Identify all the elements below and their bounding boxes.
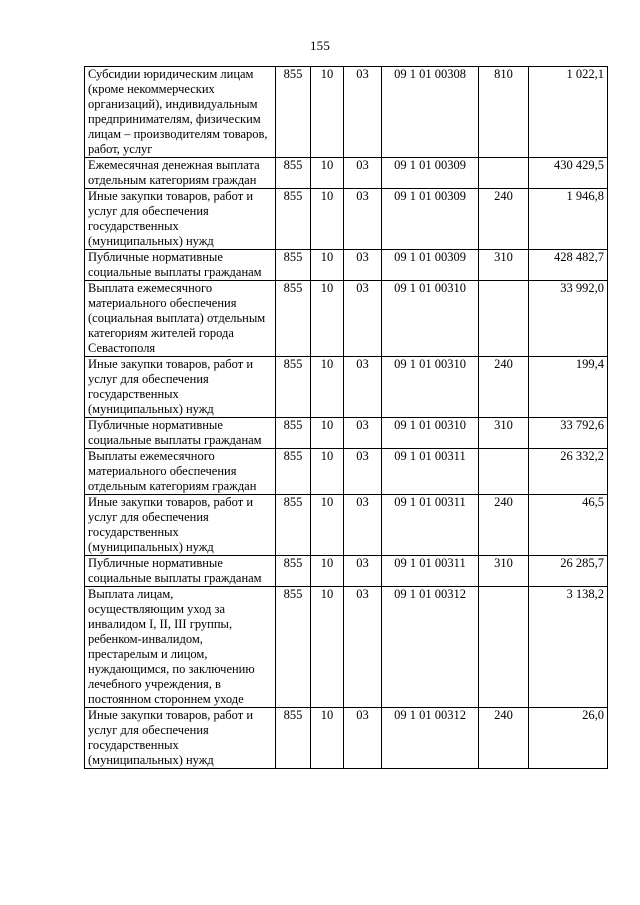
ministry-code-cell: 855: [276, 158, 311, 189]
expense-type-cell: 240: [479, 495, 529, 556]
target-article-cell: 09 1 01 00310: [382, 281, 479, 357]
ministry-code-cell: 855: [276, 250, 311, 281]
table-row: [85, 158, 608, 189]
table-row: [85, 67, 608, 158]
ministry-code-cell: 855: [276, 495, 311, 556]
section-code-cell: 10: [311, 281, 344, 357]
ministry-code-cell: 855: [276, 357, 311, 418]
section-code-cell: 10: [311, 556, 344, 587]
item-name-cell: Публичные нормативные социальные выплаты гражданам: [85, 418, 276, 449]
amount-cell: 26,0: [529, 708, 608, 769]
target-article-cell: 09 1 01 00312: [382, 587, 479, 708]
table-row: [85, 250, 608, 281]
expense-type-cell: [479, 587, 529, 708]
section-code-cell: 10: [311, 158, 344, 189]
expense-type-cell: [479, 158, 529, 189]
item-name-cell: Иные закупки товаров, работ и услуг для обеспечения государственных (муниципальных) нужд: [85, 495, 276, 556]
table-row: [85, 281, 608, 357]
amount-cell: 26 285,7: [529, 556, 608, 587]
item-name-cell: Иные закупки товаров, работ и услуг для обеспечения государственных (муниципальных) нужд: [85, 357, 276, 418]
target-article-cell: 09 1 01 00312: [382, 708, 479, 769]
amount-cell: 33 992,0: [529, 281, 608, 357]
target-article-cell: 09 1 01 00309: [382, 158, 479, 189]
ministry-code-cell: 855: [276, 281, 311, 357]
amount-cell: 428 482,7: [529, 250, 608, 281]
subsection-code-cell: 03: [344, 587, 382, 708]
section-code-cell: 10: [311, 250, 344, 281]
amount-cell: 3 138,2: [529, 587, 608, 708]
subsection-code-cell: 03: [344, 556, 382, 587]
item-name-cell: Публичные нормативные социальные выплаты гражданам: [85, 556, 276, 587]
subsection-code-cell: 03: [344, 158, 382, 189]
budget-table: [84, 66, 608, 769]
item-name-cell: Иные закупки товаров, работ и услуг для обеспечения государственных (муниципальных) нужд: [85, 189, 276, 250]
section-code-cell: 10: [311, 418, 344, 449]
target-article-cell: 09 1 01 00311: [382, 556, 479, 587]
expense-type-cell: 310: [479, 418, 529, 449]
expense-type-cell: 810: [479, 67, 529, 158]
amount-cell: 46,5: [529, 495, 608, 556]
subsection-code-cell: 03: [344, 495, 382, 556]
subsection-code-cell: 03: [344, 67, 382, 158]
expense-type-cell: 240: [479, 189, 529, 250]
page-number: 155: [309, 38, 331, 53]
amount-cell: 430 429,5: [529, 158, 608, 189]
target-article-cell: 09 1 01 00311: [382, 495, 479, 556]
item-name-cell: Публичные нормативные социальные выплаты гражданам: [85, 250, 276, 281]
amount-cell: 1 946,8: [529, 189, 608, 250]
amount-cell: 26 332,2: [529, 449, 608, 495]
table-row: [85, 556, 608, 587]
subsection-code-cell: 03: [344, 449, 382, 495]
ministry-code-cell: 855: [276, 67, 311, 158]
table-row: [85, 708, 608, 769]
item-name-cell: Субсидии юридическим лицам (кроме некоммерческих организаций), индивидуальным предпринимателям, физическим лицам – производителям товаров, работ, услуг: [85, 67, 276, 158]
section-code-cell: 10: [311, 189, 344, 250]
expense-type-cell: 240: [479, 357, 529, 418]
section-code-cell: 10: [311, 587, 344, 708]
target-article-cell: 09 1 01 00309: [382, 189, 479, 250]
section-code-cell: 10: [311, 357, 344, 418]
target-article-cell: 09 1 01 00310: [382, 357, 479, 418]
expense-type-cell: 310: [479, 556, 529, 587]
subsection-code-cell: 03: [344, 418, 382, 449]
ministry-code-cell: 855: [276, 449, 311, 495]
item-name-cell: Ежемесячная денежная выплата отдельным категориям граждан: [85, 158, 276, 189]
section-code-cell: 10: [311, 708, 344, 769]
expense-type-cell: 310: [479, 250, 529, 281]
item-name-cell: Выплаты ежемесячного материального обеспечения отдельным категориям граждан: [85, 449, 276, 495]
section-code-cell: 10: [311, 449, 344, 495]
section-code-cell: 10: [311, 495, 344, 556]
amount-cell: 33 792,6: [529, 418, 608, 449]
subsection-code-cell: 03: [344, 708, 382, 769]
subsection-code-cell: 03: [344, 250, 382, 281]
ministry-code-cell: 855: [276, 556, 311, 587]
ministry-code-cell: 855: [276, 189, 311, 250]
amount-cell: 199,4: [529, 357, 608, 418]
ministry-code-cell: 855: [276, 418, 311, 449]
ministry-code-cell: 855: [276, 587, 311, 708]
section-code-cell: 10: [311, 67, 344, 158]
table-row: [85, 418, 608, 449]
expense-type-cell: [479, 281, 529, 357]
amount-cell: 1 022,1: [529, 67, 608, 158]
table-row: [85, 357, 608, 418]
subsection-code-cell: 03: [344, 189, 382, 250]
table-row: [85, 449, 608, 495]
item-name-cell: Выплата ежемесячного материального обеспечения (социальная выплата) отдельным категориям жителей города Севастополя: [85, 281, 276, 357]
target-article-cell: 09 1 01 00310: [382, 418, 479, 449]
subsection-code-cell: 03: [344, 357, 382, 418]
subsection-code-cell: 03: [344, 281, 382, 357]
target-article-cell: 09 1 01 00308: [382, 67, 479, 158]
table-row: [85, 495, 608, 556]
item-name-cell: Выплата лицам, осуществляющим уход за инвалидом I, II, III группы, ребенком-инвалидом, престарелым и лицом, нуждающимся, по заключению лечебного учреждения, в постоянном стороннем уходе: [85, 587, 276, 708]
table-row: [85, 189, 608, 250]
item-name-cell: Иные закупки товаров, работ и услуг для обеспечения государственных (муниципальных) нужд: [85, 708, 276, 769]
expense-type-cell: 240: [479, 708, 529, 769]
table-row: [85, 587, 608, 708]
ministry-code-cell: 855: [276, 708, 311, 769]
target-article-cell: 09 1 01 00309: [382, 250, 479, 281]
expense-type-cell: [479, 449, 529, 495]
target-article-cell: 09 1 01 00311: [382, 449, 479, 495]
